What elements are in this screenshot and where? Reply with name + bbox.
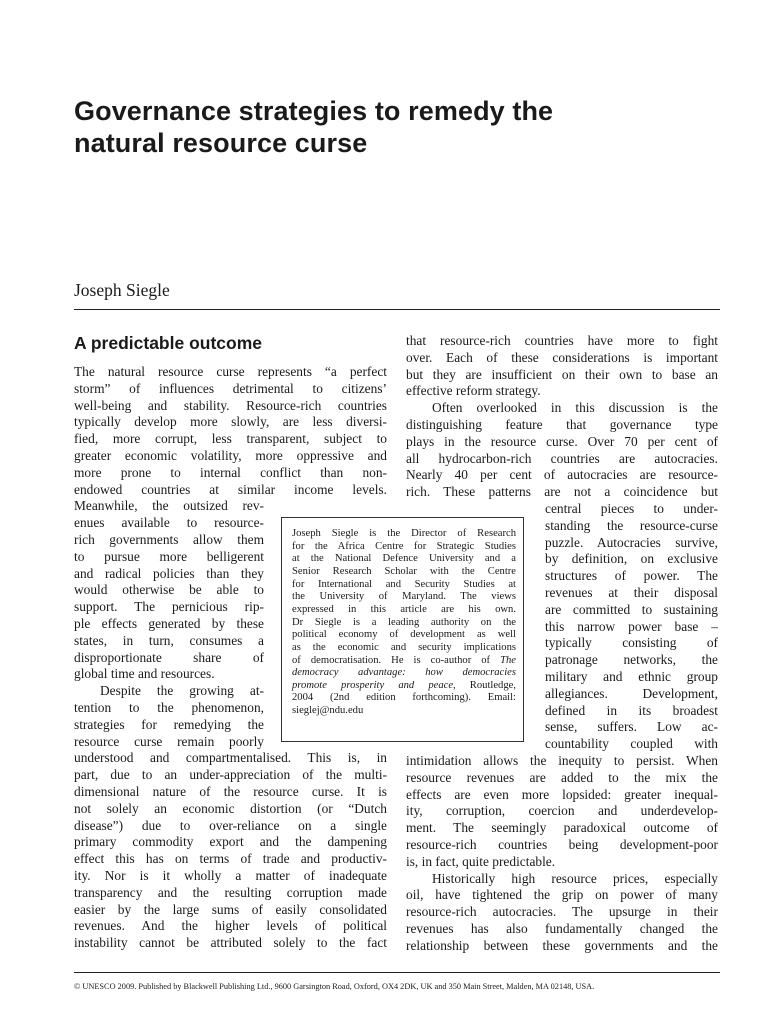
body-text-line: support. The pernicious rip- (74, 599, 264, 615)
bio-line: the University of Maryland. The views (292, 591, 516, 603)
bio-line: expressed in this article are his own. (292, 603, 516, 615)
body-text-line: part, due to an under-appreciation of the multi- (74, 767, 387, 783)
body-text-line: dimensional nature of the resource curse. It is (74, 784, 387, 799)
section-heading: A predictable outcome (74, 333, 262, 353)
body-text-line: well-being and stability. Resource-rich countries (74, 397, 387, 413)
body-text-line: resource revenues are added to the mix the (406, 769, 718, 785)
body-text-line: ity. Nor is it wholly a matter of inadequate (74, 868, 387, 883)
author-bio-box (281, 517, 524, 742)
body-text-line: that resource-rich countries have more to fight (406, 333, 718, 348)
book-title: democracy advantage: how democracies (292, 667, 516, 679)
body-text-line: revenues has also fundamentally changed the (406, 921, 718, 936)
book-title-start: The (500, 654, 516, 666)
body-text-line: and radical policies than they (74, 565, 264, 581)
body-text-line: structures of power. The (545, 568, 718, 584)
body-text-line: understood and compartmentalised. This is, in (74, 750, 387, 766)
body-text-line: over. Each of these considerations is important (406, 349, 718, 365)
body-text-line: central pieces to under- (545, 501, 718, 516)
body-text-line: The natural resource curse represents “a perfect (74, 364, 387, 379)
copyright-footer: © UNESCO 2009. Published by Blackwell Publishing Ltd., 9600 Garsington Road, Oxford, OX4 2DK, UK and 350 Main Street, Malden, MA 02148, USA. (74, 982, 595, 991)
body-text-line: plays in the resource curse. Over 70 per cent of (406, 433, 718, 449)
body-text-line: ity, corruption, coercion and underdevelop- (406, 803, 718, 819)
title-line-1: Governance strategies to remedy the (74, 96, 554, 126)
body-text-line: Despite the growing at- (100, 683, 264, 699)
bio-line: at the National Defence University and a (292, 553, 516, 565)
bio-line: for the Africa Centre for Strategic Studies (292, 540, 516, 552)
body-text-line: allegiances. Development, (545, 685, 718, 701)
bio-text: of democratisation. He is co-author of (292, 654, 491, 666)
body-text-line: typically develop more slowly, are less diversi- (74, 414, 387, 430)
author-name: Joseph Siegle (74, 280, 170, 300)
body-text-line: but they are insufficient on their own to base an (406, 366, 718, 382)
body-text-line: revenues. And the higher levels of political (74, 918, 387, 934)
body-text-line: greater economic volatility, more oppressive and (74, 448, 387, 463)
body-text-line: rich governments allow them (74, 532, 264, 547)
body-text-line: effect this has on terms of trade and productiv- (74, 851, 387, 867)
header-rule (74, 309, 720, 310)
body-text-line: effects are even more lopsided: greater inequal- (406, 786, 718, 802)
body-text-line: to pursue more belligerent (74, 548, 264, 564)
body-text-line: disproportionate share of (74, 649, 264, 665)
body-text-line: disease”) due to over-reliance on a single (74, 817, 387, 833)
body-text-line: instability cannot be attributed solely to the fact (74, 935, 387, 951)
body-text-line: enues available to resource- (74, 515, 264, 531)
body-text-line: military and ethnic group (545, 669, 718, 684)
bio-line: Senior Research Scholar with the Centre (292, 565, 516, 577)
bio-line (292, 655, 516, 668)
body-text-line: tention to the phenomenon, (74, 700, 264, 715)
body-text-line: not solely an economic distortion (or “Dutch (74, 800, 387, 816)
body-text-line: relationship between these governments and the (406, 937, 718, 953)
bio-line: Dr Siegle is a leading authority on the (292, 616, 516, 628)
body-text-line: resource curse remain poorly (74, 733, 264, 749)
body-text-line: standing the resource-curse (545, 517, 718, 533)
body-text-line: fied, more corrupt, less transparent, subject to (74, 431, 387, 447)
body-text-line: sense, suffers. Low ac- (545, 719, 718, 735)
body-text-line: revenues at their disposal (545, 585, 718, 600)
body-text-line: more prone to internal conflict than non- (74, 464, 387, 480)
footer-rule (74, 972, 720, 973)
body-text-line: transparency and the resulting corruption made (74, 884, 387, 900)
body-text-line: countability coupled with (545, 736, 718, 752)
body-text-line: typically consisting of (545, 635, 718, 651)
body-text-line: intimidation allows the inequity to persist. When (406, 753, 718, 768)
bio-line: Joseph Siegle is the Director of Research (292, 528, 516, 539)
article-title (74, 95, 714, 159)
bio-line: political economy of development as well (292, 629, 516, 641)
body-text-line: Historically high resource prices, especially (432, 870, 718, 886)
body-text-line: ple effects generated by these (74, 616, 264, 631)
body-text-line: Nearly 40 per cent of autocracies are resource- (406, 467, 718, 483)
body-text-line: are committed to sustaining (545, 601, 718, 617)
body-text-line: distinguishing feature that governance type (406, 417, 718, 432)
body-text-line: puzzle. Autocracies survive, (545, 534, 718, 550)
title-line-2: natural resource curse (74, 128, 368, 158)
body-text-line: primary commodity export and the dampening (74, 834, 387, 850)
body-text-line: global time and resources. (74, 666, 215, 682)
bio-line: for International and Security Studies at (292, 578, 516, 590)
body-text-line: oil, have tightened the grip on power of many (406, 887, 718, 903)
body-text-line: Meanwhile, the outsized rev- (74, 498, 264, 514)
body-text-line: ment. The seemingly paradoxical outcome of (406, 820, 718, 836)
body-text-line: would otherwise be able to (74, 582, 264, 598)
bio-line (292, 680, 516, 693)
body-text-line: is, in fact, quite predictable. (406, 853, 556, 869)
body-text-line: resource-rich autocracies. The upsurge in their (406, 904, 718, 920)
bio-line (292, 667, 516, 680)
body-text-line: resource-rich countries being development-poor (406, 837, 718, 852)
body-text-line: easier by the large sums of easily consolidated (74, 901, 387, 917)
body-text-line: states, in turn, consumes a (74, 632, 264, 648)
body-text-line: all hydrocarbon-rich countries are autocracies. (406, 450, 718, 466)
body-text-line: patronage networks, the (545, 652, 718, 668)
bio-text: , Routledge, (453, 679, 516, 691)
body-text-line: effective reform strategy. (406, 383, 541, 399)
body-text-line: rich. These patterns are not a coincidence but (406, 484, 718, 500)
body-text-line: by definition, on exclusive (545, 551, 718, 567)
bio-line: as the economic and security implications (292, 641, 516, 653)
body-text-line: storm” of influences detrimental to citizens’ (74, 380, 387, 396)
bio-email: sieglej@ndu.edu (292, 705, 364, 717)
body-text-line: defined in its broadest (545, 702, 718, 718)
book-title-end: promote prosperity and peace (292, 679, 454, 691)
body-text-line: Often overlooked in this discussion is the (432, 400, 718, 416)
body-text-line: this narrow power base – (545, 618, 718, 634)
bio-line: 2004 (2nd edition forthcoming). Email: (292, 692, 516, 704)
body-text-line: strategies for remedying the (74, 716, 264, 732)
body-text-line: endowed countries at similar income levels. (74, 481, 387, 497)
